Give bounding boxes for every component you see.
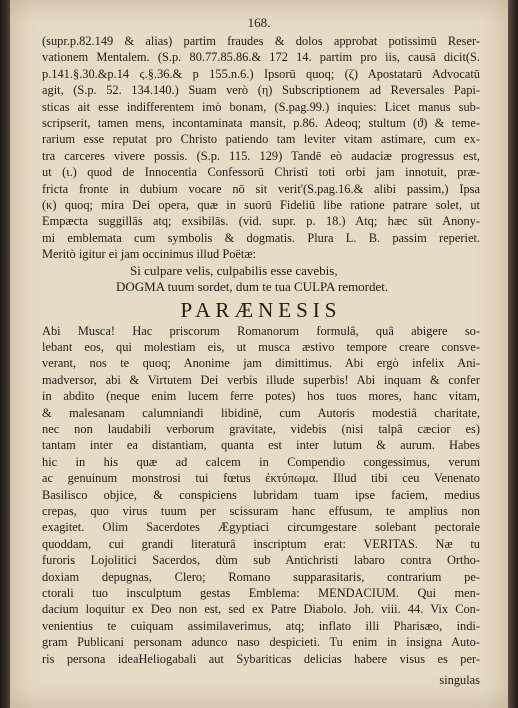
book-binding-left xyxy=(0,0,10,708)
text-line: Meritò igitur ei jam occinimus illud Poëtæ: xyxy=(42,247,257,262)
text-line: doxiam depugnas, Clero; Romano supparasitaris, contrarium pe- xyxy=(42,569,480,584)
text-line: furoris Lojolitici Sacerdos, dùm sub Antichristi labaro contra Ortho- xyxy=(42,553,480,568)
text-line: ut (ι.) quod de Innocentia Confessorū Christi toti orbi jam innotuit, præ- xyxy=(42,165,480,180)
text-line: lebant eos, qui molestiam eis, ut musca æstivo tempore creare consve- xyxy=(42,339,480,354)
text-line: exagitet. Olim Sacerdotes Ægyptiaci circumgestare solebant pectorale xyxy=(42,520,480,535)
text-line: p.141.§.30.&p.14 ϛ.§.36.& p 155.n.6.) Ipsorū quoq; (ζ) Apostatarū Advocatū xyxy=(42,66,480,81)
text-line: scripserit, tamen mens, incontaminata mansit, p.86. Adeoq; stultum (ϑ) & teme- xyxy=(42,116,480,131)
text-line: crepas, quo virus tuum per scissuram hanc effusum, te amplius non xyxy=(42,503,480,518)
text-line: tra carceres vivere possis. (S.p. 115. 129) Tandē eò audaciæ progressus est, xyxy=(42,148,480,163)
text-line: tantam inter ea distantiam, quanta est inter lutum & aurum. Habes xyxy=(42,438,480,453)
text-line: vationem Mentalem. (S.p. 80.77.85.86.& 172 14. partim pro iis, causā dicit(S. xyxy=(42,50,480,65)
text-line: sticas ait esse indifferentem imò bonam, (S.pag.99.) inquies: Licet manus sub- xyxy=(42,99,480,114)
text-line: Empæcta suggillās atq; exsibilās. (vid. supr. p. 18.) Atq; hæc sūt Anony- xyxy=(42,214,480,229)
section-heading: PARÆNESIS xyxy=(180,297,342,322)
text-line: gram Publicani personam adunco naso despicieti. Tu enim in insigna Auto- xyxy=(42,635,480,650)
text-line: fricta fronte in dubium vocare nō sit verit'(S.pag.16.& alibi passim,) Ipsa xyxy=(42,181,480,196)
paragraph-before-verse xyxy=(42,33,480,263)
text-line: (supr.p.82.149 & alias) partim fraudes & dolos approbat potissimū Reser- xyxy=(42,34,480,48)
book-binding-right xyxy=(508,0,518,708)
text-line: Abi Musca! Hac priscorum Romanorum formulâ, quâ abigere so- xyxy=(42,323,480,338)
verse-line-1: Si culpare velis, culpabilis esse cavebis, xyxy=(130,262,338,278)
text-line: venientius te cuiquam assimilaverimus, atq; inflato illi Pharisæo, indi- xyxy=(42,618,480,633)
text-line: in abdito (neque enim lucem ferre potes) hos tuos mores, hanc vitam, xyxy=(42,389,480,404)
text-line: agit, (S.p. 52. 134.140.) Suam verò (η) Subscriptionem ad Reversales Papi- xyxy=(42,83,480,98)
text-line: nec non laudabili verborum gravitate, videbis (nisi talpâ cæcior es) xyxy=(42,421,480,436)
text-line: Basilisco objice, & conspiciens lubridam tuam ipse faciem, medius xyxy=(42,487,480,502)
text-line: (κ) quoq; mira Dei opera, quæ in suorū Fideliū libe ratione patrare solet, ut xyxy=(42,198,480,213)
text-line: & malesanam calumniandi libidinē, cum Autoris modestiâ charitate, xyxy=(42,405,480,420)
text-line: ctorali tuo insculptum gestas Emblema: MENDACIUM. Qui men- xyxy=(42,586,480,600)
text-line: madversor, abi & Virtutem Dei verbis illude superbis! Abi inquam & confer xyxy=(42,372,480,387)
text-line: hic in his quæ ad calcem in Compendio congessimus, verum xyxy=(42,454,480,469)
text-line: ac genuinum monstrosi tui fœtus ἐκτύπωμα. Illud tibi ceu Venenato xyxy=(42,471,480,486)
catchword: singulas xyxy=(439,673,480,687)
text-line: verant, nos te quoq; Anonime jam dimittimus. Abi ergò infelix Ani- xyxy=(42,356,480,371)
verse-line-2: DOGMA tuum sordet, dum te tua CULPA remordet. xyxy=(116,279,389,295)
text-line: mi emblemata cum symbolis & dogmatis. Plura L. B. passim reperiet. xyxy=(42,230,480,245)
paragraph-paraenesis xyxy=(42,323,480,668)
text-line: rarium esse reputat pro Christo patiendo tam leviter vitam astimare, cum ex- xyxy=(42,132,480,147)
text-line: dacium loquitur ex Deo non est, sed ex Patre Diabolo. Joh. viii. 44. Vix Con- xyxy=(42,602,480,617)
text-line: ris persona ideaHeliogabali aut Sybariticas delicias habere visus es per- xyxy=(42,651,480,666)
text-line: quoddam, cui grandi literaturâ inscriptum erat: VERITAS. Næ tu xyxy=(42,536,480,551)
book-page xyxy=(10,0,508,708)
page-body xyxy=(42,33,480,667)
page-number: 168. xyxy=(247,15,271,30)
